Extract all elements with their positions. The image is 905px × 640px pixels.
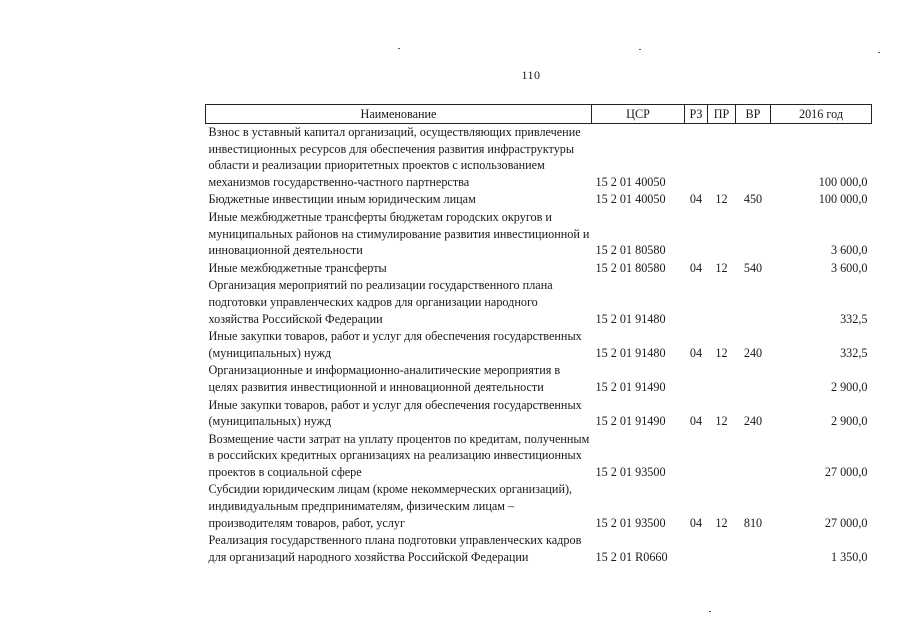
- row-amount: 100 000,0: [818, 192, 868, 207]
- row-csr: 15 2 01 80580: [595, 243, 666, 258]
- page-number: 110: [521, 68, 541, 82]
- row-pr: [708, 431, 736, 482]
- column-header-rz: РЗ: [685, 105, 708, 124]
- row-vr: 450: [743, 192, 763, 207]
- row-csr: 15 2 01 80580: [595, 260, 666, 275]
- row-rz: 04: [689, 192, 703, 207]
- row-vr: [736, 431, 771, 482]
- row-vr: [736, 277, 771, 328]
- row-vr: [736, 209, 771, 260]
- row-pr: 12: [715, 192, 728, 207]
- row-amount: 2 900,0: [830, 379, 868, 394]
- row-pr: [708, 532, 736, 566]
- row-name: Возмещение части затрат на уплату процентов по кредитам, полученным в российских кредитных организациях на реализацию инвестиционных проектов в социальной сфере: [208, 431, 590, 479]
- row-csr: 15 2 01 91490: [595, 379, 666, 394]
- row-pr: [708, 209, 736, 260]
- scan-speck: [709, 611, 711, 612]
- row-rz: 04: [689, 515, 703, 530]
- row-rz: [685, 532, 708, 566]
- row-rz: [685, 124, 708, 192]
- row-name: Иные закупки товаров, работ и услуг для обеспечения государственных (муниципальных) нужд: [208, 397, 582, 429]
- row-csr: 15 2 01 93500: [595, 515, 666, 530]
- row-vr: 540: [743, 260, 763, 275]
- table-row: [206, 124, 872, 192]
- row-pr: 12: [715, 515, 728, 530]
- row-pr: [708, 277, 736, 328]
- header-row: [206, 105, 872, 124]
- table-row: [206, 431, 872, 482]
- row-csr: 15 2 01 40050: [595, 174, 666, 189]
- row-csr: 15 2 01 93500: [595, 464, 666, 479]
- row-name: Организация мероприятий по реализации государственного плана подготовки управленческих кадров для организации народного хозяйства Российской Федерации: [208, 278, 553, 326]
- table-row: [206, 532, 872, 566]
- scan-speck: [639, 49, 641, 50]
- row-pr: 12: [715, 414, 728, 429]
- row-name: Бюджетные инвестиции иным юридическим лицам: [208, 192, 476, 207]
- row-rz: 04: [689, 414, 703, 429]
- table-row: [206, 260, 872, 278]
- row-amount: 1 350,0: [830, 549, 868, 564]
- scan-speck: [398, 48, 400, 49]
- row-amount: 332,5: [840, 311, 868, 326]
- table-body: [206, 124, 872, 567]
- row-rz: [685, 431, 708, 482]
- row-name: Иные межбюджетные трансферты бюджетам городских округов и муниципальных районов на стимулирование развития инвестиционной и инновационной деятельности: [208, 209, 590, 258]
- row-amount: 27 000,0: [824, 464, 868, 479]
- row-csr: 15 2 01 40050: [595, 192, 666, 207]
- row-rz: 04: [689, 345, 703, 360]
- row-vr: [736, 532, 771, 566]
- row-vr: [736, 124, 771, 192]
- column-header-pr: ПР: [708, 105, 736, 124]
- row-amount: 2 900,0: [830, 414, 868, 429]
- column-header-name: Наименование: [206, 105, 592, 124]
- scan-speck: [878, 52, 880, 53]
- column-header-vr: ВР: [736, 105, 771, 124]
- row-rz: [685, 209, 708, 260]
- row-pr: [708, 362, 736, 396]
- table-header: [206, 105, 872, 124]
- row-csr: 15 2 01 R0660: [595, 549, 668, 564]
- table-row: [206, 328, 872, 362]
- row-amount: 3 600,0: [830, 243, 868, 258]
- table-row: [206, 481, 872, 532]
- row-pr: [708, 124, 736, 192]
- row-vr: 240: [743, 345, 763, 360]
- row-name: Субсидии юридическим лицам (кроме некоммерческих организаций), индивидуальным предпринимателям, физическим лицам – производителям товаров, работ, услуг: [208, 482, 573, 530]
- row-rz: 04: [689, 260, 703, 275]
- table-row: [206, 191, 872, 209]
- row-name: Взнос в уставный капитал организаций, осуществляющих привлечение инвестиционных ресурсов для обеспечения развития инфраструктуры области и реализации приоритетных проектов с использованием механизмов государственно-частного партнерства: [208, 125, 581, 189]
- row-amount: 27 000,0: [824, 515, 868, 530]
- row-vr: 240: [743, 414, 763, 429]
- row-csr: 15 2 01 91480: [595, 345, 666, 360]
- column-header-csr: ЦСР: [592, 105, 685, 124]
- table-row: [206, 277, 872, 328]
- row-amount: 100 000,0: [818, 174, 868, 189]
- row-rz: [685, 362, 708, 396]
- row-rz: [685, 277, 708, 328]
- row-name: Организационные и информационно-аналитические мероприятия в целях развития инвестиционной и инновационной деятельности: [208, 363, 561, 394]
- column-header-amount: 2016 год: [771, 105, 872, 124]
- table-row: [206, 397, 872, 431]
- table-row: [206, 209, 872, 260]
- row-csr: 15 2 01 91490: [595, 414, 666, 429]
- row-name: Иные межбюджетные трансферты: [208, 260, 387, 275]
- table-row: [206, 362, 872, 396]
- row-vr: 810: [743, 515, 763, 530]
- row-name: Реализация государственного плана подготовки управленческих кадров для организаций народного хозяйства Российской Федерации: [208, 533, 582, 564]
- row-vr: [736, 362, 771, 396]
- row-pr: 12: [715, 260, 728, 275]
- row-csr: 15 2 01 91480: [595, 311, 666, 326]
- row-pr: 12: [715, 345, 728, 360]
- row-amount: 332,5: [840, 345, 868, 360]
- row-name: Иные закупки товаров, работ и услуг для обеспечения государственных (муниципальных) нужд: [208, 329, 582, 360]
- row-amount: 3 600,0: [830, 260, 868, 275]
- budget-table: [205, 104, 872, 566]
